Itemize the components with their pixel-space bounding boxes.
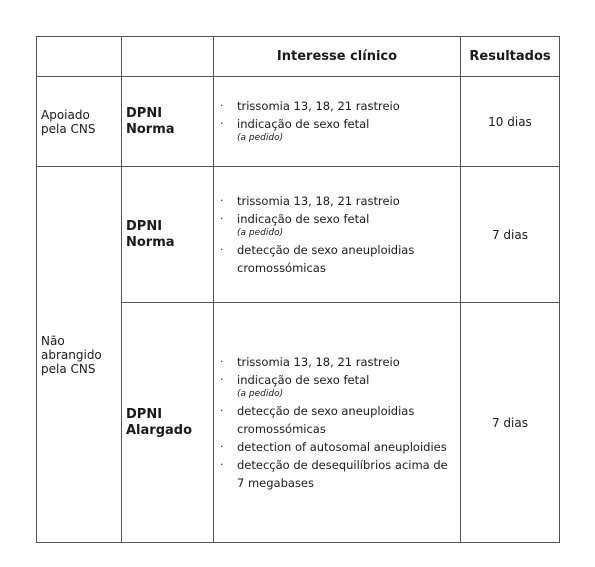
list-item [220,353,456,371]
test-name: DPNI Alargado [126,406,193,438]
list-item-text: trissomia 13, 18, 21 rastreio [237,99,400,113]
test-name: DPNI Norma [126,105,175,137]
list-item-text: indicação de sexo fetal [237,117,370,131]
result-cell [461,167,560,303]
list-item [220,438,456,456]
list-item-text: trissomia 13, 18, 21 rastreio [237,355,400,369]
list-item-text: indicação de sexo fetal [237,373,370,387]
test-cell [122,167,214,303]
list-item-note: (a pedido) [237,389,284,399]
test-name: DPNI Norma [126,218,175,250]
test-cell [122,77,214,167]
list-item [220,97,456,115]
list-item-text: trissomia 13, 18, 21 rastreio [237,194,400,208]
interest-list [220,353,456,492]
table-row [37,167,560,303]
result-cell [461,77,560,167]
interest-cell [214,303,461,543]
list-item [220,371,456,389]
bullet-icon: · [220,99,224,112]
header-test [122,37,214,77]
interest-cell [214,167,461,303]
table-row [37,77,560,167]
header-interest: Interesse clínico [214,37,461,77]
test-cell [122,303,214,543]
list-item [220,456,456,492]
group-label: Apoiado pela CNS [41,107,96,136]
dpni-comparison-table [36,36,560,543]
list-item [220,241,456,277]
group-label: Não abrangido pela CNS [41,333,102,376]
header-group [37,37,122,77]
list-item [220,402,456,438]
bullet-icon: · [220,355,224,368]
bullet-icon: · [220,458,224,471]
list-item-text: detection of autosomal aneuploidies [237,440,447,454]
result-cell [461,303,560,543]
list-item-note: (a pedido) [237,228,284,238]
list-item [220,192,456,210]
list-item-note: (a pedido) [237,133,284,143]
result-value: 10 dias [488,114,532,129]
header-row [37,37,560,77]
list-item [220,115,456,133]
list-item-text: indicação de sexo fetal [237,212,370,226]
interest-list [220,97,456,145]
interest-list [220,192,456,277]
header-results: Resultados [461,37,560,77]
list-item-text: detecção de sexo aneuploidias cromossómicas [237,243,415,275]
result-value: 7 dias [491,227,528,242]
bullet-icon: · [220,373,224,386]
result-value: 7 dias [491,415,528,430]
bullet-icon: · [220,194,224,207]
group-cell [37,167,122,543]
interest-cell [214,77,461,167]
bullet-icon: · [220,243,224,256]
group-cell [37,77,122,167]
list-item-text: detecção de desequilíbrios acima de 7 megabases [237,458,448,490]
bullet-icon: · [220,440,224,453]
bullet-icon: · [220,212,224,225]
list-item [220,210,456,228]
list-item-text: detecção de sexo aneuploidias cromossómicas [237,404,415,436]
bullet-icon: · [220,404,224,417]
bullet-icon: · [220,117,224,130]
